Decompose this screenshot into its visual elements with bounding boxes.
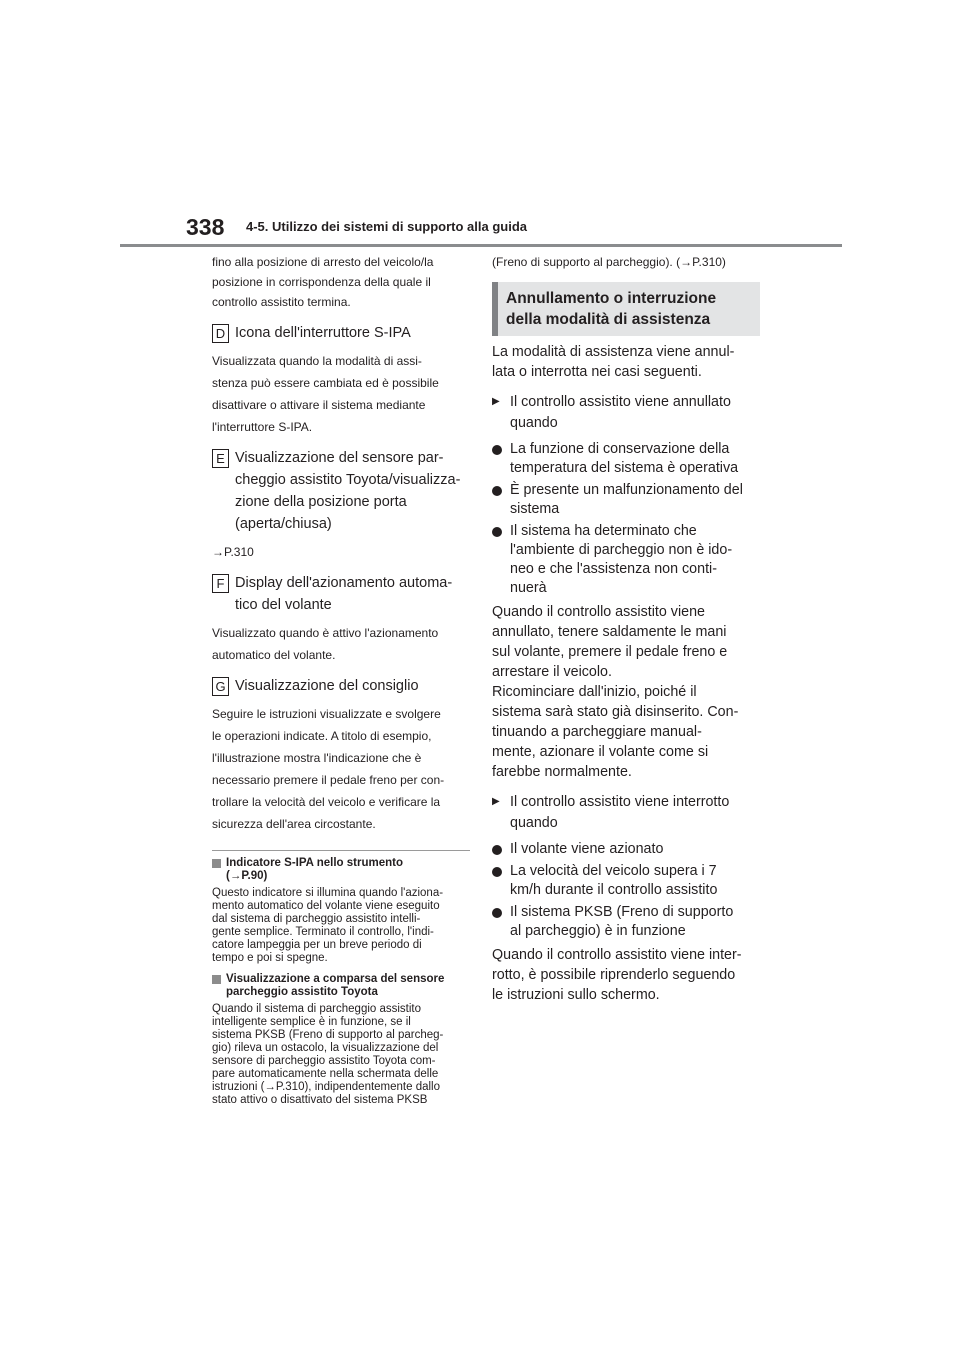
item-body-line: necessario premere il pedale freno per con- [212, 773, 445, 787]
item-body-line: Seguire le istruzioni visualizzate e svolgere [212, 707, 441, 721]
paragraph-line: rotto, è possibile riprenderlo seguendo [492, 967, 736, 983]
note-square-icon [212, 859, 221, 868]
item-title-line: Icona dell'interruttore S-IPA [235, 325, 411, 341]
notes-divider [212, 850, 470, 851]
note-body-line: sensore di parcheggio assistito Toyota com- [212, 1055, 436, 1067]
bullet-line: La funzione di conservazione della [510, 441, 730, 457]
condition-text [510, 792, 729, 834]
bullet-line: km/h durante il controllo assistito [510, 882, 718, 898]
paragraph-line: Quando il controllo assistito viene [492, 604, 705, 620]
bullet-item [492, 440, 754, 478]
section-heading-line: Annullamento o interruzione [506, 290, 717, 307]
item-body-line: automatico del volante. [212, 648, 336, 662]
bullet-dot-icon [492, 445, 502, 455]
bullet-line: È presente un malfunzionamento del [510, 482, 743, 498]
item-body-line: le operazioni indicate. A titolo di esempio, [212, 729, 432, 743]
note-body-line: sistema PKSB (Freno di supporto al parcheg- [212, 1029, 444, 1041]
condition-line: Il controllo assistito viene annullato [510, 394, 731, 410]
item-body-line: sicurezza dell'area circostante. [212, 817, 376, 831]
note-body-line: gio) rileva un ostacolo, la visualizzazione del [212, 1042, 439, 1054]
bullet-line: nuerà [510, 580, 547, 596]
item-title [235, 675, 419, 697]
bullet-dot-icon [492, 845, 502, 855]
bullet-line: sistema [510, 501, 560, 517]
left-column [212, 252, 470, 1115]
item-g-body [212, 704, 470, 834]
note-title [226, 973, 444, 999]
paragraph-line: Quando il controllo assistito viene inter- [492, 947, 742, 963]
note-body-line: catore lampeggia per un breve periodo di [212, 939, 422, 951]
bullet-item [492, 903, 754, 941]
item-e-heading [212, 447, 470, 535]
item-body-line: l'illustrazione mostra l'indicazione che è [212, 751, 422, 765]
bullet-dot-icon [492, 486, 502, 496]
item-letter-f: F [212, 574, 229, 593]
condition-line: Il controllo assistito viene interrotto [510, 794, 730, 810]
triangle-arrow-icon: ▶ [492, 796, 500, 807]
paragraph-line: farebbe normalmente. [492, 764, 632, 780]
note-square-icon [212, 975, 221, 984]
item-title-line: (aperta/chiusa) [235, 516, 332, 532]
item-letter-g: G [212, 677, 229, 696]
condition-heading [492, 392, 754, 434]
condition-text [510, 392, 731, 434]
note-body-line: Questo indicatore si illumina quando l'aziona- [212, 887, 444, 899]
bullet-dot-icon [492, 908, 502, 918]
note-body [212, 887, 470, 965]
note-title-line[interactable]: (→P.90) [226, 870, 268, 882]
section-heading-box [492, 282, 760, 336]
paragraph-line: tinuando a parcheggiare manual- [492, 724, 702, 740]
note-body-line: Quando il sistema di parcheggio assistito [212, 1003, 422, 1015]
note-title-line: Indicatore S-IPA nello strumento [226, 857, 403, 869]
item-letter-e: E [212, 449, 229, 468]
bullet-text [510, 440, 738, 478]
section-heading [506, 288, 716, 330]
paragraph-line: mente, azionare il volante come si [492, 744, 709, 760]
bullet-item [492, 522, 754, 598]
header-divider [120, 244, 842, 247]
item-body-line: l'interruttore S-IPA. [212, 420, 313, 434]
continued-text: (Freno di supporto al parcheggio). (→P.310) [492, 255, 726, 269]
note-body [212, 1003, 470, 1107]
note-body-line: stato attivo o disattivato del sistema PKSB [212, 1094, 428, 1106]
paragraph-line: La modalità di assistenza viene annul- [492, 344, 735, 360]
item-body-line: stenza può essere cambiata ed è possibile [212, 376, 439, 390]
bullet-item [492, 862, 754, 900]
note-body-line: istruzioni (→P.310), indipendentemente dallo [212, 1081, 441, 1093]
bullet-text [510, 903, 733, 941]
bullet-line: l'ambiente di parcheggio non è ido- [510, 542, 733, 558]
bullet-text [510, 840, 663, 859]
paragraph-line: Ricominciare dall'inizio, poiché il [492, 684, 697, 700]
bullet-text [510, 522, 732, 598]
item-d-heading [212, 322, 470, 344]
page-number: 338 [186, 214, 225, 240]
note-heading [212, 857, 470, 883]
item-g-heading [212, 675, 470, 697]
condition-line: quando [510, 415, 558, 431]
bullet-line: temperatura del sistema è operativa [510, 460, 739, 476]
bullet-line: Il sistema PKSB (Freno di supporto [510, 904, 734, 920]
paragraph-line: sul volante, premere il pedale freno e [492, 644, 728, 660]
item-title-line: Visualizzazione del consiglio [235, 678, 419, 694]
note-body-line: intelligente semplice è in funzione, se il [212, 1016, 411, 1028]
item-title-line: Visualizzazione del sensore par- [235, 450, 444, 466]
item-f-body [212, 623, 470, 665]
section-after-text [492, 602, 754, 782]
intro-line: posizione in corrispondenza della quale il [212, 275, 431, 289]
triangle-arrow-icon: ▶ [492, 396, 500, 407]
condition-heading [492, 792, 754, 834]
right-column [492, 252, 754, 1005]
note-title-line: Visualizzazione a comparsa del sensore [226, 973, 445, 985]
item-letter-d: D [212, 324, 229, 343]
item-f-heading [212, 572, 470, 616]
item-body-line: disattivare o attivare il sistema mediante [212, 398, 426, 412]
condition-line: quando [510, 815, 558, 831]
note-heading [212, 973, 470, 999]
note-title-line: parcheggio assistito Toyota [226, 986, 378, 998]
note-body-line: pare automaticamente nella schermata delle [212, 1068, 439, 1080]
note-body-line: mento automatico del volante viene eseguito [212, 900, 440, 912]
bullet-item [492, 481, 754, 519]
note-title [226, 857, 403, 883]
bullet-text [510, 481, 743, 519]
section-heading-line: della modalità di assistenza [506, 311, 711, 328]
paragraph-line: annullato, tenere saldamente le mani [492, 624, 727, 640]
bullet-text [510, 862, 717, 900]
item-body-line: trollare la velocità del veicolo e verificare la [212, 795, 441, 809]
item-title-line: tico del volante [235, 597, 332, 613]
paragraph-line: arrestare il veicolo. [492, 664, 612, 680]
section-intro [492, 342, 754, 382]
item-title-line: cheggio assistito Toyota/visualizza- [235, 472, 461, 488]
bullet-line: al parcheggio) è in funzione [510, 923, 686, 939]
item-title [235, 572, 452, 616]
note-body-line: dal sistema di parcheggio assistito intelli- [212, 913, 421, 925]
bullet-line: Il sistema ha determinato che [510, 523, 697, 539]
section-after-text [492, 945, 754, 1005]
page-reference-link[interactable]: →P.310 [212, 545, 254, 559]
item-title [235, 447, 460, 535]
note-body-line: gente semplice. Terminato il controllo, l'indi- [212, 926, 434, 938]
paragraph-line: le istruzioni sullo schermo. [492, 987, 660, 1003]
note-body-line: tempo e poi si spegne. [212, 952, 328, 964]
bullet-dot-icon [492, 867, 502, 877]
item-d-body [212, 351, 470, 437]
intro-line: controllo assistito termina. [212, 295, 351, 309]
section-title: 4-5. Utilizzo dei sistemi di supporto alla guida [246, 219, 527, 234]
intro-line: fino alla posizione di arresto del veicolo/la [212, 255, 434, 269]
bullet-item [492, 840, 754, 859]
item-title [235, 322, 411, 344]
bullet-line: neo e che l'assistenza non conti- [510, 561, 717, 577]
bullet-line: Il volante viene azionato [510, 841, 664, 857]
item-title-line: Display dell'azionamento automa- [235, 575, 453, 591]
bullet-dot-icon [492, 527, 502, 537]
item-body-line: Visualizzata quando la modalità di assi- [212, 354, 422, 368]
item-body-line: Visualizzato quando è attivo l'azionamento [212, 626, 439, 640]
item-title-line: zione della posizione porta [235, 494, 407, 510]
paragraph-line: lata o interrotta nei casi seguenti. [492, 364, 702, 380]
bullet-line: La velocità del veicolo supera i 7 [510, 863, 717, 879]
paragraph-line: sistema sarà stato già disinserito. Con- [492, 704, 739, 720]
